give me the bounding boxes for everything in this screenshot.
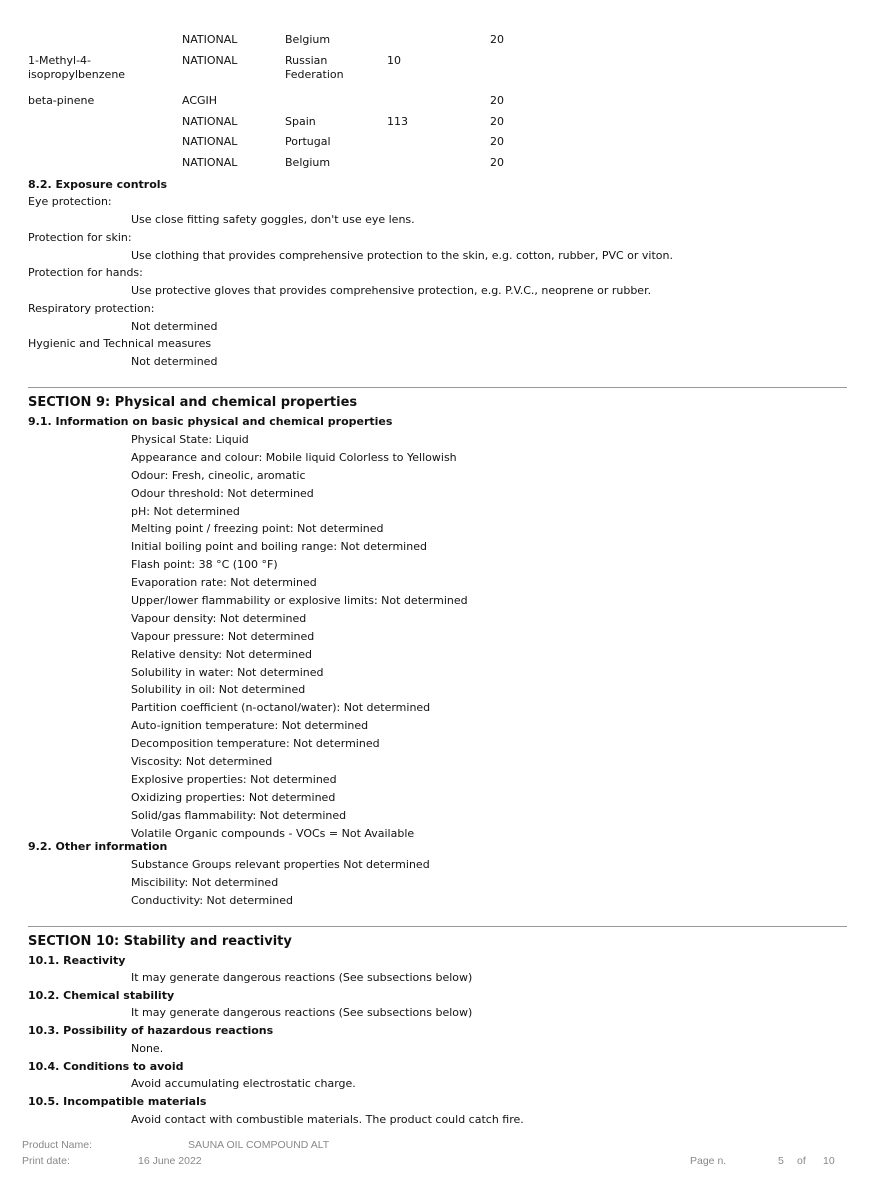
incompatible-materials-text: Avoid contact with combustible materials. The product could catch fire.	[131, 1113, 524, 1126]
section-10-title: SECTION 10: Stability and reactivity	[28, 934, 292, 949]
skin-protection-text: Use clothing that provides comprehensive protection to the skin, e.g. cotton, rubber, PVC or viton.	[131, 249, 673, 262]
table-cell-stel: 20	[490, 115, 504, 128]
property-line: Solubility in oil: Not determined	[131, 683, 306, 697]
other-information-list	[131, 856, 430, 910]
table-cell-country: Russian Federation	[285, 54, 344, 81]
table-cell-substance: beta-pinene	[28, 94, 95, 107]
incompatible-materials-heading: 10.5. Incompatible materials	[28, 1095, 207, 1108]
product-name-value: SAUNA OIL COMPOUND ALT	[188, 1139, 330, 1151]
property-line: Evaporation rate: Not determined	[131, 576, 317, 590]
property-line: Upper/lower flammability or explosive limits: Not determined	[131, 594, 468, 608]
properties-list	[131, 431, 468, 842]
table-cell-twa: 113	[387, 115, 408, 128]
table-cell-type: NATIONAL	[182, 156, 238, 169]
print-date-label: Print date:	[22, 1155, 70, 1167]
respiratory-protection-text: Not determined	[131, 320, 218, 333]
table-cell-country: Portugal	[285, 135, 331, 148]
property-line: Melting point / freezing point: Not determined	[131, 522, 384, 536]
eye-protection-label: Eye protection:	[28, 195, 112, 208]
page-of-label: of	[797, 1155, 806, 1167]
table-cell-type: NATIONAL	[182, 54, 238, 67]
table-cell-type: NATIONAL	[182, 33, 238, 46]
section-9-1-heading: 9.1. Information on basic physical and chemical properties	[28, 415, 393, 428]
property-line: Vapour density: Not determined	[131, 611, 307, 625]
property-line: Auto-ignition temperature: Not determined	[131, 719, 369, 733]
hazardous-reactions-text: None.	[131, 1042, 164, 1055]
conditions-to-avoid-text: Avoid accumulating electrostatic charge.	[131, 1077, 356, 1090]
table-cell-substance: 1-Methyl-4- isopropylbenzene	[28, 54, 126, 81]
property-line: Odour threshold: Not determined	[131, 486, 314, 500]
table-cell-stel: 20	[490, 156, 504, 169]
table-cell-stel: 20	[490, 33, 504, 46]
section-9-title: SECTION 9: Physical and chemical properties	[28, 395, 358, 410]
table-cell-type: NATIONAL	[182, 115, 238, 128]
property-line: Flash point: 38 °C (100 °F)	[131, 558, 278, 572]
conditions-to-avoid-heading: 10.4. Conditions to avoid	[28, 1060, 184, 1073]
property-line: pH: Not determined	[131, 504, 240, 518]
hand-protection-label: Protection for hands:	[28, 266, 143, 279]
exposure-controls-heading: 8.2. Exposure controls	[28, 178, 168, 191]
property-line: Volatile Organic compounds - VOCs = Not Available	[131, 826, 415, 840]
hygienic-measures-text: Not determined	[131, 355, 218, 368]
print-date-value: 16 June 2022	[138, 1155, 202, 1167]
table-cell-type: ACGIH	[182, 94, 218, 107]
property-line: Explosive properties: Not determined	[131, 772, 337, 786]
section-9-2-heading: 9.2. Other information	[28, 840, 168, 853]
hygienic-measures-label: Hygienic and Technical measures	[28, 337, 212, 350]
property-line: Initial boiling point and boiling range: Not determined	[131, 540, 427, 554]
property-line: Decomposition temperature: Not determined	[131, 737, 380, 751]
property-line: Relative density: Not determined	[131, 647, 313, 661]
reactivity-heading: 10.1. Reactivity	[28, 954, 126, 967]
table-cell-country: Belgium	[285, 156, 331, 169]
skin-protection-label: Protection for skin:	[28, 231, 132, 244]
table-cell-type: NATIONAL	[182, 135, 238, 148]
property-line: Vapour pressure: Not determined	[131, 629, 315, 643]
section-divider	[28, 926, 847, 927]
property-line: Partition coefficient (n-octanol/water): Not determined	[131, 701, 431, 715]
property-line: Appearance and colour: Mobile liquid Colorless to Yellowish	[131, 450, 457, 464]
table-cell-country: Spain	[285, 115, 316, 128]
property-line: Solubility in water: Not determined	[131, 665, 324, 679]
property-line: Odour: Fresh, cineolic, aromatic	[131, 468, 306, 482]
property-line: Solid/gas flammability: Not determined	[131, 808, 347, 822]
product-name-label: Product Name:	[22, 1139, 93, 1151]
table-cell-twa: 10	[387, 54, 401, 67]
page-label: Page n.	[690, 1155, 727, 1167]
respiratory-protection-label: Respiratory protection:	[28, 302, 155, 315]
page-number: 5	[778, 1155, 784, 1167]
property-line: Oxidizing properties: Not determined	[131, 790, 336, 804]
section-divider	[28, 387, 847, 388]
chemical-stability-heading: 10.2. Chemical stability	[28, 989, 175, 1002]
other-information-line: Substance Groups relevant properties Not determined	[131, 858, 430, 871]
property-line: Physical State: Liquid	[131, 433, 249, 446]
reactivity-text: It may generate dangerous reactions (See subsections below)	[131, 971, 473, 984]
page-total: 10	[823, 1155, 835, 1167]
hazardous-reactions-heading: 10.3. Possibility of hazardous reactions	[28, 1024, 274, 1037]
table-cell-country: Belgium	[285, 33, 331, 46]
other-information-line: Conductivity: Not determined	[131, 893, 293, 907]
other-information-line: Miscibility: Not determined	[131, 875, 279, 889]
eye-protection-text: Use close fitting safety goggles, don't use eye lens.	[131, 213, 415, 226]
property-line: Viscosity: Not determined	[131, 755, 273, 769]
hand-protection-text: Use protective gloves that provides comprehensive protection, e.g. P.V.C., neoprene or rubber.	[131, 284, 652, 297]
table-cell-stel: 20	[490, 94, 504, 107]
table-cell-stel: 20	[490, 135, 504, 148]
chemical-stability-text: It may generate dangerous reactions (See subsections below)	[131, 1006, 473, 1019]
